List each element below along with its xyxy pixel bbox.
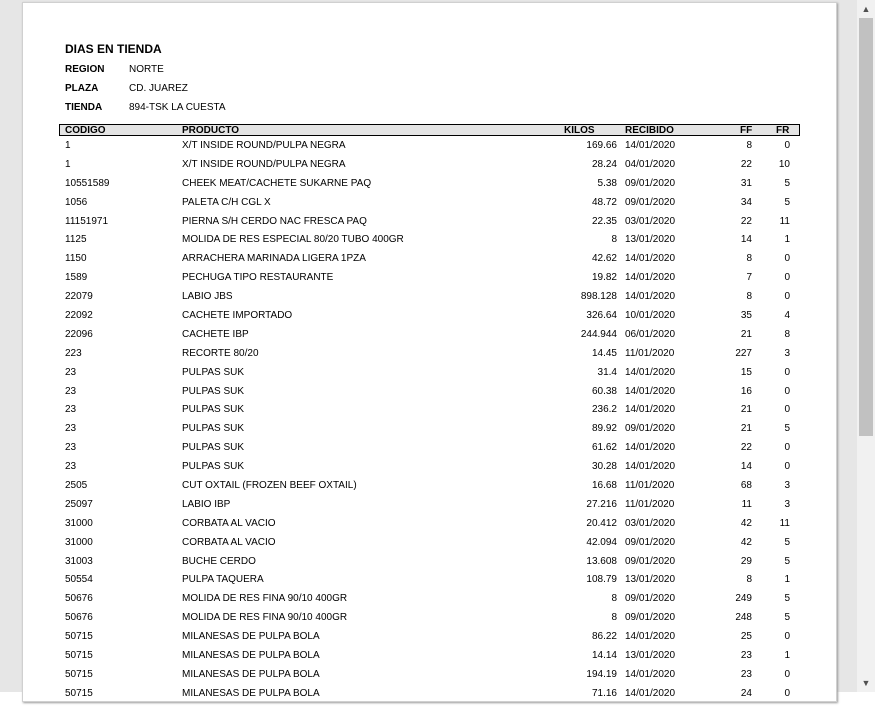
cell-kilos: 89.92	[591, 423, 617, 435]
cell-fr: 3	[784, 498, 790, 510]
cell-recibido: 09/01/2020	[625, 593, 676, 605]
cell-codigo: 50676	[65, 593, 93, 605]
cell-fr: 5	[784, 423, 790, 435]
cell-producto: PECHUGA TIPO RESTAURANTE	[182, 272, 334, 284]
table-row	[23, 518, 838, 537]
tienda-label: TIENDA	[65, 102, 103, 113]
table-row	[23, 423, 838, 442]
cell-fr: 0	[784, 385, 790, 397]
table-row	[23, 159, 838, 178]
cell-recibido: 14/01/2020	[625, 385, 676, 397]
header-ff: FF	[740, 125, 753, 136]
cell-recibido: 14/01/2020	[625, 668, 676, 680]
cell-producto: PULPAS SUK	[182, 442, 245, 454]
cell-ff: 249	[735, 593, 752, 605]
cell-producto: MOLIDA DE RES ESPECIAL 80/20 TUBO 400GR	[182, 234, 404, 246]
cell-kilos: 16.68	[591, 480, 617, 492]
cell-ff: 11	[741, 498, 752, 510]
cell-ff: 248	[735, 612, 752, 624]
cell-codigo: 10551589	[65, 177, 110, 189]
cell-ff: 34	[740, 196, 752, 208]
cell-ff: 16	[740, 385, 752, 397]
cell-fr: 0	[784, 442, 790, 454]
cell-codigo: 11151971	[65, 215, 109, 227]
cell-kilos: 71.16	[591, 687, 617, 699]
cell-kilos: 28.24	[591, 158, 617, 170]
cell-producto: MOLIDA DE RES FINA 90/10 400GR	[182, 593, 348, 605]
cell-ff: 22	[740, 442, 752, 454]
cell-ff: 23	[740, 650, 752, 662]
cell-fr: 1	[784, 650, 790, 662]
cell-ff: 15	[740, 366, 752, 378]
cell-fr: 0	[784, 140, 790, 151]
cell-kilos: 14.45	[591, 347, 617, 359]
table-row	[23, 499, 838, 518]
cell-kilos: 30.28	[591, 461, 617, 473]
table-row	[23, 234, 838, 253]
table-row	[23, 348, 838, 367]
header-codigo: CODIGO	[65, 125, 106, 136]
plaza-label: PLAZA	[65, 83, 99, 94]
header-producto: PRODUCTO	[182, 125, 240, 136]
cell-kilos: 8	[611, 234, 617, 246]
cell-producto: PULPA TAQUERA	[182, 574, 264, 586]
table-row	[23, 442, 838, 461]
chevron-down-icon[interactable]: ▼	[861, 678, 871, 688]
cell-recibido: 14/01/2020	[625, 687, 676, 699]
cell-kilos: 8	[611, 612, 617, 624]
cell-kilos: 20.412	[586, 517, 617, 529]
cell-kilos: 19.82	[591, 272, 617, 284]
cell-fr: 0	[784, 668, 790, 680]
cell-recibido: 09/01/2020	[625, 177, 676, 189]
region-value: NORTE	[129, 64, 164, 75]
cell-producto: LABIO IBP	[182, 498, 231, 510]
cell-codigo: 23	[65, 442, 77, 454]
cell-producto: BUCHE CERDO	[182, 555, 256, 567]
table-row	[23, 367, 838, 386]
cell-codigo: 1	[65, 158, 71, 170]
scrollbar-thumb[interactable]	[859, 18, 873, 436]
region-label: REGION	[65, 64, 105, 75]
cell-recibido: 09/01/2020	[625, 555, 676, 567]
cell-ff: 14	[740, 461, 752, 473]
table-row	[23, 178, 838, 197]
cell-codigo: 22096	[65, 328, 93, 340]
cell-ff: 68	[740, 480, 752, 492]
cell-recibido: 09/01/2020	[625, 196, 676, 208]
cell-ff: 21	[740, 404, 752, 416]
table-row	[23, 537, 838, 556]
cell-recibido: 13/01/2020	[625, 650, 676, 662]
cell-recibido: 03/01/2020	[625, 215, 676, 227]
cell-kilos: 326.64	[586, 310, 617, 322]
cell-fr: 1	[784, 234, 790, 246]
cell-kilos: 8	[611, 593, 617, 605]
tienda-value: 894-TSK LA CUESTA	[129, 102, 226, 113]
cell-ff: 7	[746, 272, 752, 284]
table-row	[23, 404, 838, 423]
cell-codigo: 50676	[65, 612, 93, 624]
cell-recibido: 14/01/2020	[625, 272, 676, 284]
cell-kilos: 27.216	[586, 498, 617, 510]
cell-kilos: 42.094	[586, 536, 617, 548]
table-row	[23, 310, 838, 329]
cell-recibido: 14/01/2020	[625, 366, 676, 378]
cell-codigo: 2505	[65, 480, 88, 492]
table-row	[23, 253, 838, 272]
cell-producto: CORBATA AL VACIO	[182, 536, 276, 548]
table-row	[23, 140, 838, 159]
cell-producto: PULPAS SUK	[182, 404, 245, 416]
cell-recibido: 14/01/2020	[625, 461, 676, 473]
cell-codigo: 31000	[65, 517, 93, 529]
table-row	[23, 669, 838, 688]
cell-producto: CACHETE IMPORTADO	[182, 310, 293, 322]
table-row	[23, 556, 838, 575]
cell-codigo: 31003	[65, 555, 93, 567]
table-row	[23, 291, 838, 310]
cell-codigo: 50715	[65, 631, 93, 643]
cell-ff: 227	[735, 347, 752, 359]
cell-codigo: 50715	[65, 650, 93, 662]
table-row	[23, 593, 838, 612]
cell-recibido: 13/01/2020	[625, 234, 676, 246]
cell-ff: 8	[746, 253, 752, 265]
cell-producto: LABIO JBS	[182, 291, 233, 303]
cell-recibido: 13/01/2020	[625, 574, 676, 586]
cell-fr: 0	[784, 253, 790, 265]
cell-fr: 11	[779, 517, 790, 529]
cell-ff: 22	[740, 215, 752, 227]
cell-codigo: 1150	[65, 253, 87, 265]
cell-ff: 23	[740, 668, 752, 680]
cell-kilos: 86.22	[591, 631, 617, 643]
cell-kilos: 169.66	[586, 140, 617, 151]
cell-ff: 24	[740, 687, 752, 699]
cell-producto: CHEEK MEAT/CACHETE SUKARNE PAQ	[182, 177, 372, 189]
cell-ff: 21	[740, 328, 752, 340]
cell-ff: 8	[746, 140, 752, 151]
cell-ff: 22	[740, 158, 752, 170]
cell-codigo: 50554	[65, 574, 93, 586]
cell-codigo: 23	[65, 404, 77, 416]
table-row	[23, 461, 838, 480]
cell-ff: 31	[740, 177, 752, 189]
cell-codigo: 23	[65, 461, 77, 473]
cell-recibido: 04/01/2020	[625, 158, 676, 170]
cell-fr: 5	[784, 612, 790, 624]
table-row	[23, 386, 838, 405]
chevron-up-icon[interactable]: ▲	[861, 4, 871, 14]
cell-ff: 42	[740, 517, 752, 529]
cell-codigo: 1056	[65, 196, 88, 208]
cell-producto: MILANESAS DE PULPA BOLA	[182, 668, 320, 680]
cell-recibido: 14/01/2020	[625, 140, 676, 151]
cell-ff: 14	[740, 234, 752, 246]
cell-ff: 29	[740, 555, 752, 567]
cell-ff: 8	[746, 574, 752, 586]
cell-recibido: 14/01/2020	[625, 404, 676, 416]
table-header	[59, 124, 800, 136]
cell-fr: 5	[784, 177, 790, 189]
table-row	[23, 631, 838, 650]
cell-producto: MILANESAS DE PULPA BOLA	[182, 687, 320, 699]
cell-kilos: 108.79	[586, 574, 617, 586]
cell-kilos: 60.38	[591, 385, 617, 397]
cell-recibido: 10/01/2020	[625, 310, 676, 322]
cell-kilos: 194.19	[586, 668, 617, 680]
table-row	[23, 574, 838, 593]
table-row	[23, 329, 838, 348]
cell-kilos: 48.72	[591, 196, 617, 208]
table-row	[23, 480, 838, 499]
cell-producto: RECORTE 80/20	[182, 347, 259, 359]
cell-producto: MILANESAS DE PULPA BOLA	[182, 650, 320, 662]
cell-codigo: 50715	[65, 687, 93, 699]
cell-producto: PULPAS SUK	[182, 385, 245, 397]
header-recibido: RECIBIDO	[625, 125, 674, 136]
cell-producto: CUT OXTAIL (FROZEN BEEF OXTAIL)	[182, 480, 357, 492]
cell-fr: 5	[784, 555, 790, 567]
cell-fr: 0	[784, 272, 790, 284]
cell-producto: X/T INSIDE ROUND/PULPA NEGRA	[182, 158, 346, 170]
cell-producto: CACHETE IBP	[182, 328, 249, 340]
cell-recibido: 14/01/2020	[625, 442, 676, 454]
cell-codigo: 25097	[65, 498, 93, 510]
cell-codigo: 1589	[65, 272, 88, 284]
report-page	[22, 2, 837, 702]
cell-codigo: 22079	[65, 291, 93, 303]
cell-producto: CORBATA AL VACIO	[182, 517, 276, 529]
cell-codigo: 1125	[65, 234, 87, 246]
table-row	[23, 272, 838, 291]
cell-fr: 11	[779, 215, 790, 227]
table-body	[23, 140, 838, 707]
report-title: DIAS EN TIENDA	[65, 42, 162, 56]
cell-kilos: 13.608	[586, 555, 617, 567]
plaza-value: CD. JUAREZ	[129, 83, 188, 94]
cell-fr: 4	[784, 310, 790, 322]
cell-codigo: 50715	[65, 668, 93, 680]
cell-ff: 8	[746, 291, 752, 303]
cell-codigo: 223	[65, 347, 82, 359]
cell-kilos: 5.38	[597, 177, 617, 189]
cell-recibido: 09/01/2020	[625, 536, 676, 548]
cell-producto: ARRACHERA MARINADA LIGERA 1PZA	[182, 253, 366, 265]
cell-ff: 25	[740, 631, 752, 643]
table-row	[23, 197, 838, 216]
cell-kilos: 42.62	[591, 253, 617, 265]
table-row	[23, 688, 838, 707]
cell-fr: 10	[778, 158, 790, 170]
cell-recibido: 09/01/2020	[625, 423, 676, 435]
cell-recibido: 09/01/2020	[625, 612, 676, 624]
cell-recibido: 14/01/2020	[625, 291, 676, 303]
cell-fr: 5	[784, 196, 790, 208]
header-kilos: KILOS	[564, 125, 595, 136]
cell-codigo: 22092	[65, 310, 93, 322]
cell-codigo: 1	[65, 140, 71, 151]
cell-fr: 5	[784, 536, 790, 548]
cell-kilos: 31.4	[597, 366, 617, 378]
cell-ff: 35	[740, 310, 752, 322]
table-row	[23, 650, 838, 669]
cell-kilos: 236.2	[591, 404, 617, 416]
header-fr: FR	[776, 125, 790, 136]
cell-producto: MILANESAS DE PULPA BOLA	[182, 631, 320, 643]
cell-kilos: 898.128	[580, 291, 617, 303]
cell-kilos: 22.35	[591, 215, 617, 227]
cell-fr: 3	[784, 347, 790, 359]
cell-ff: 21	[740, 423, 752, 435]
cell-ff: 42	[740, 536, 752, 548]
cell-producto: MOLIDA DE RES FINA 90/10 400GR	[182, 612, 348, 624]
cell-recibido: 11/01/2020	[625, 480, 675, 492]
cell-producto: PALETA C/H CGL X	[182, 196, 271, 208]
cell-kilos: 14.14	[591, 650, 617, 662]
cell-codigo: 31000	[65, 536, 93, 548]
cell-recibido: 14/01/2020	[625, 631, 676, 643]
cell-recibido: 14/01/2020	[625, 253, 676, 265]
cell-recibido: 11/01/2020	[625, 347, 675, 359]
cell-recibido: 06/01/2020	[625, 328, 676, 340]
cell-fr: 3	[784, 480, 790, 492]
cell-codigo: 23	[65, 385, 77, 397]
table-row	[23, 216, 838, 235]
cell-recibido: 03/01/2020	[625, 517, 676, 529]
cell-producto: PULPAS SUK	[182, 366, 245, 378]
cell-fr: 0	[784, 687, 790, 699]
cell-fr: 0	[784, 461, 790, 473]
cell-codigo: 23	[65, 423, 77, 435]
table-row	[23, 612, 838, 631]
cell-producto: PULPAS SUK	[182, 461, 245, 473]
cell-fr: 0	[784, 291, 790, 303]
cell-fr: 0	[784, 631, 790, 643]
cell-producto: X/T INSIDE ROUND/PULPA NEGRA	[182, 140, 346, 151]
cell-fr: 1	[784, 574, 790, 586]
cell-fr: 0	[784, 404, 790, 416]
cell-fr: 5	[784, 593, 790, 605]
cell-kilos: 244.944	[580, 328, 617, 340]
cell-fr: 8	[784, 328, 790, 340]
cell-recibido: 11/01/2020	[625, 498, 675, 510]
cell-fr: 0	[784, 366, 790, 378]
cell-kilos: 61.62	[591, 442, 617, 454]
vertical-scrollbar[interactable]	[857, 0, 875, 692]
cell-producto: PULPAS SUK	[182, 423, 245, 435]
cell-codigo: 23	[65, 366, 77, 378]
cell-producto: PIERNA S/H CERDO NAC FRESCA PAQ	[182, 215, 367, 227]
